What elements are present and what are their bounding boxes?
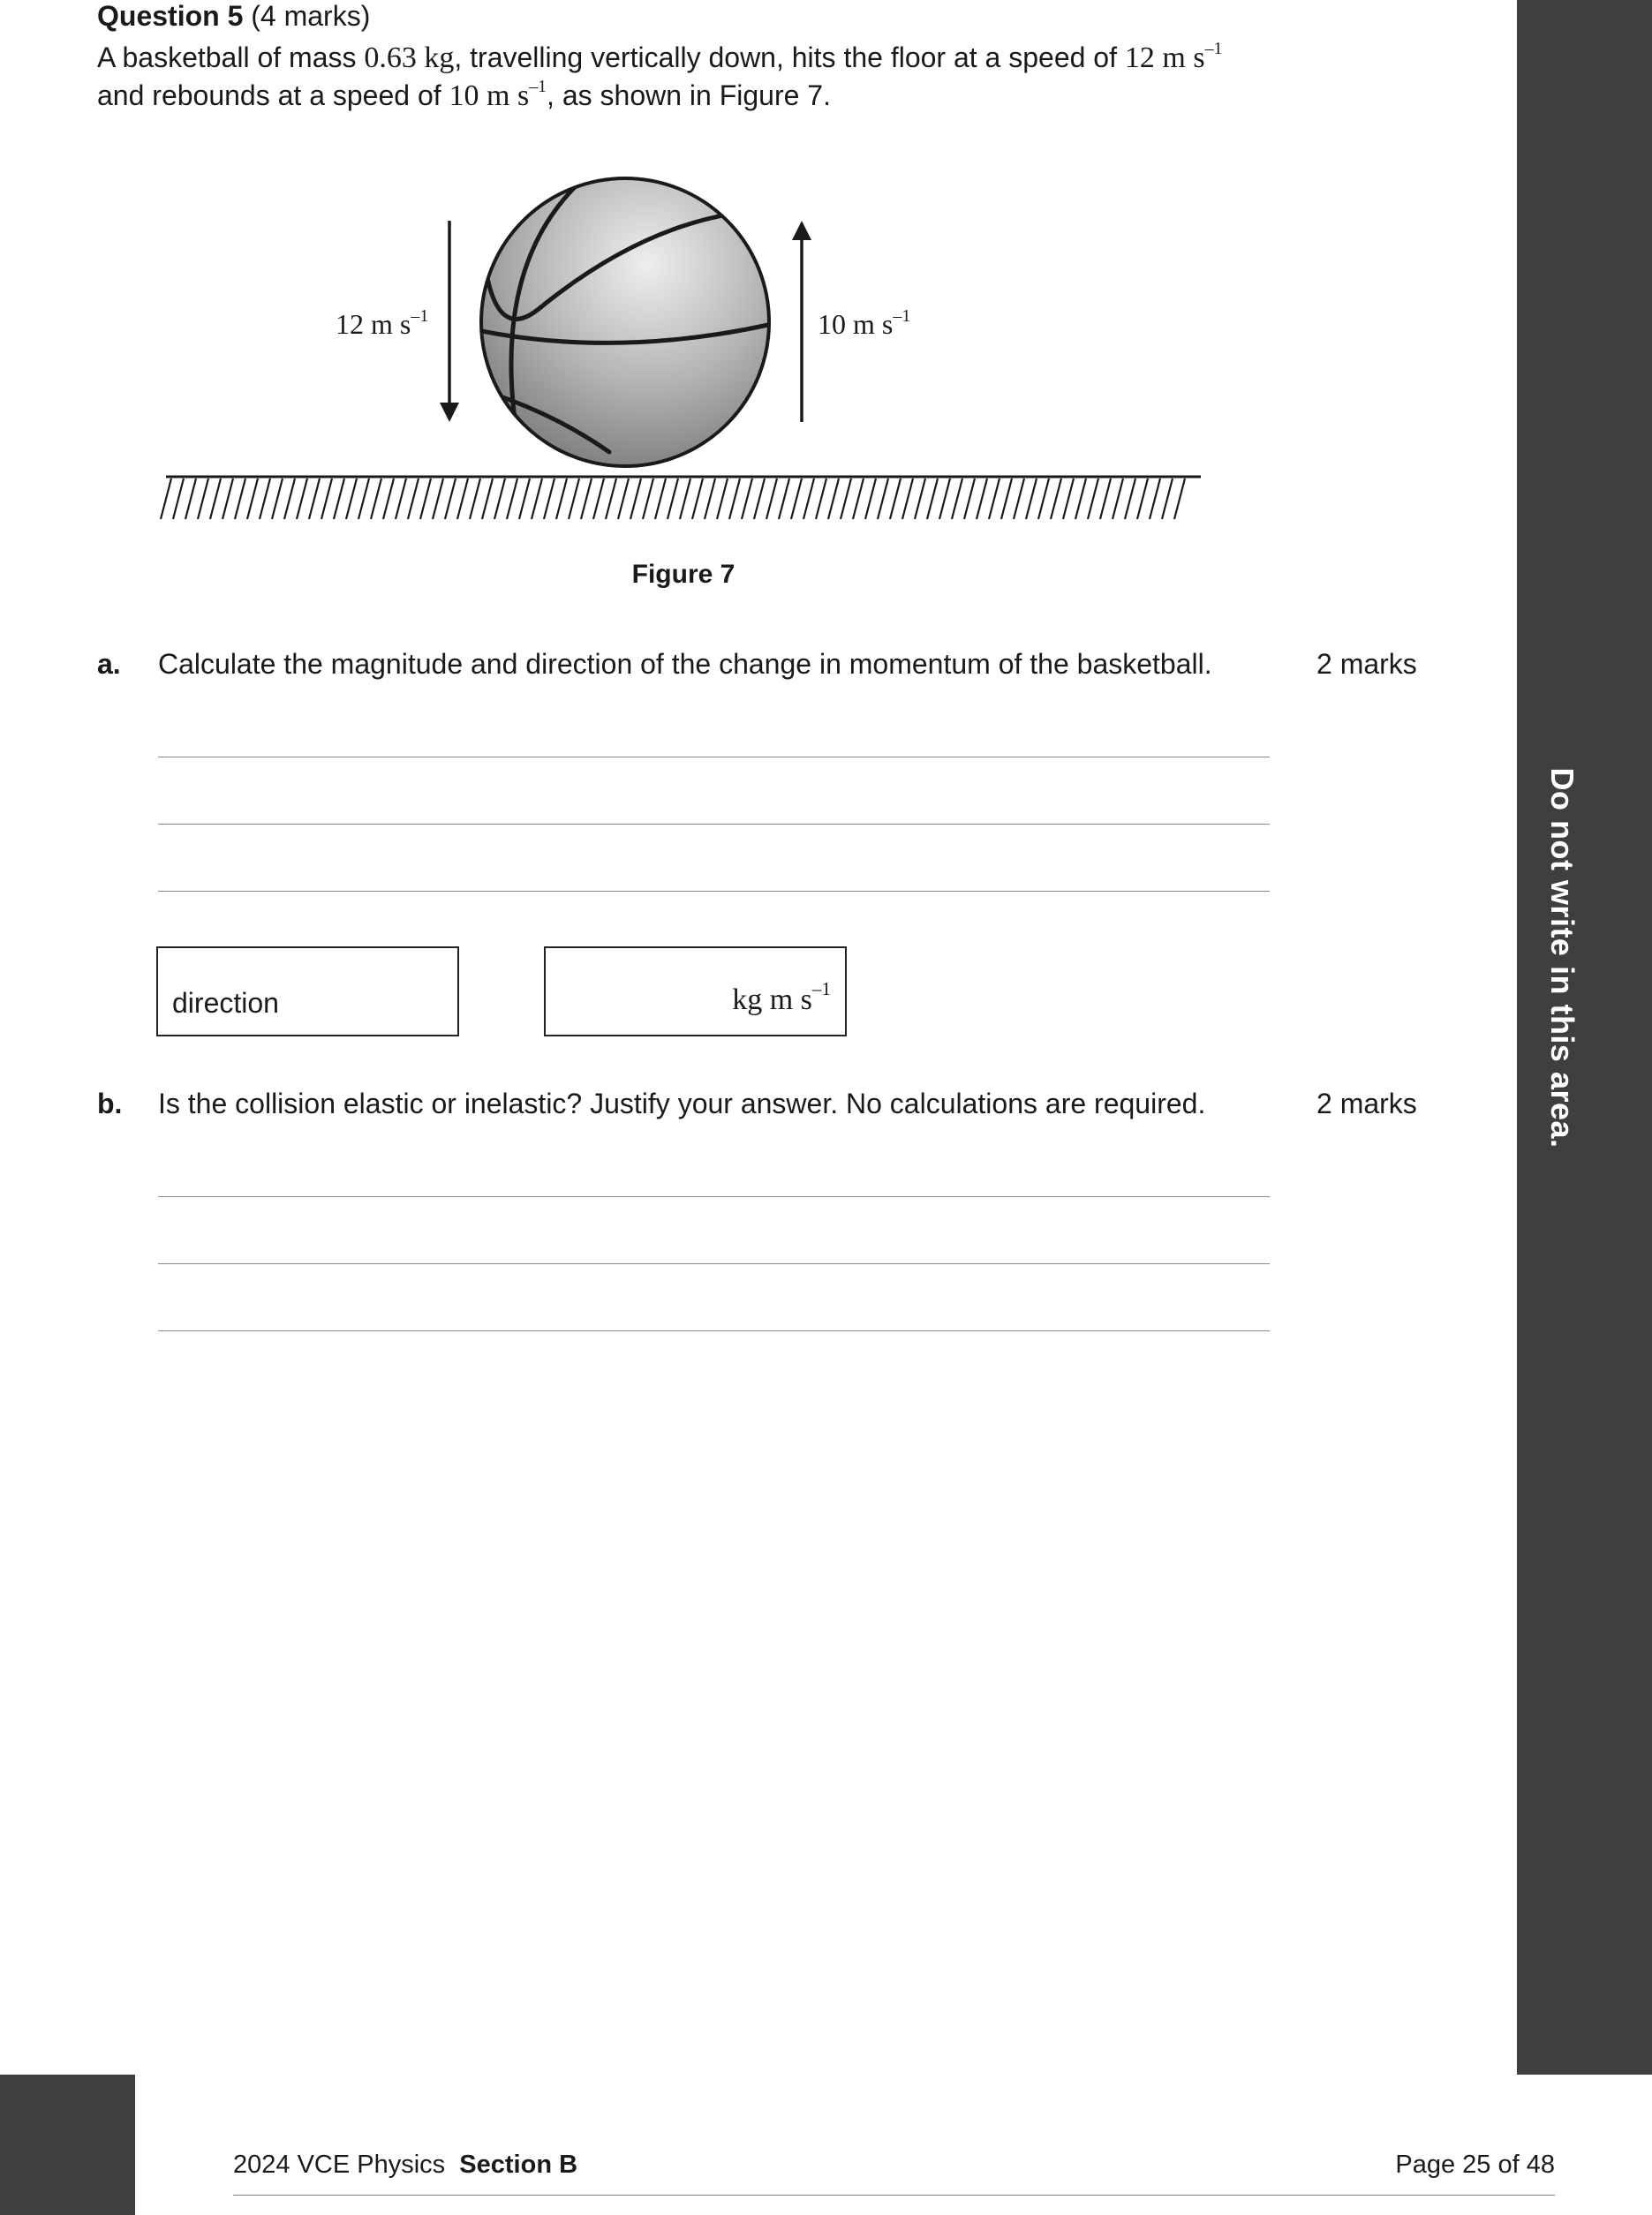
footer-subject: 2024 VCE Physics: [233, 2151, 446, 2179]
stem-text-2: , travelling vertically down, hits the floor at a speed of: [454, 41, 1125, 73]
momentum-box-unit: kg m $s^{-1}$: [732, 978, 831, 1016]
label-speed-up: 10 m $s^{-1}$: [818, 306, 911, 340]
do-not-write-margin: [1517, 0, 1652, 2075]
answer-line-b-3[interactable]: [158, 1330, 1270, 1331]
direction-box-label: direction: [172, 987, 279, 1019]
part-a-marks: 2 marks: [1316, 648, 1417, 680]
part-a-label: a.: [97, 648, 121, 680]
stem-speed-up: 10 m s: [449, 79, 530, 112]
stem-sup-1: –1: [1204, 39, 1223, 59]
footer-section: Section B: [459, 2151, 578, 2179]
up-arrow-icon: [792, 221, 811, 422]
stem-text-4: , as shown in Figure 7.: [547, 79, 831, 111]
part-b-text: Is the collision elastic or inelastic? Justify your answer. No calculations are required.: [158, 1088, 1206, 1119]
answer-line-a-3[interactable]: [158, 891, 1270, 892]
figure-7-diagram: [159, 168, 1218, 539]
stem-sup-2: –1: [529, 77, 547, 97]
do-not-write-label: Do not write in this area.: [1544, 767, 1580, 1149]
question-title: Question 5: [97, 0, 244, 32]
momentum-answer-box[interactable]: [544, 946, 847, 1036]
stem-text-3: and rebounds at a speed of: [97, 79, 449, 111]
direction-answer-box[interactable]: [156, 946, 459, 1036]
label-speed-down: 12 m $s^{-1}$: [336, 306, 429, 340]
answer-line-b-1[interactable]: [158, 1196, 1270, 1197]
question-stem: [97, 39, 1316, 115]
part-a-text: Calculate the magnitude and direction of the change in momentum of the basketball.: [158, 648, 1212, 680]
question-header: [97, 0, 370, 33]
part-b-marks: 2 marks: [1316, 1088, 1417, 1119]
part-b-label: b.: [97, 1088, 123, 1119]
figure-caption: Figure 7: [631, 560, 735, 589]
basketball-icon: [471, 178, 769, 466]
footer-page-number: Page 25 of 48: [1395, 2151, 1555, 2179]
answer-line-a-2[interactable]: [158, 824, 1270, 825]
answer-line-b-2[interactable]: [158, 1263, 1270, 1264]
down-arrow-icon: [440, 221, 459, 422]
question-marks: (4 marks): [251, 0, 371, 32]
corner-block: [0, 2075, 135, 2215]
footer-rule: [233, 2195, 1555, 2196]
floor: [161, 477, 1201, 519]
stem-mass: 0.63 kg: [364, 41, 455, 74]
stem-text-1: A basketball of mass: [97, 41, 365, 73]
stem-speed-down: 12 m s: [1124, 41, 1205, 74]
footer-exam-title: [233, 2151, 577, 2180]
